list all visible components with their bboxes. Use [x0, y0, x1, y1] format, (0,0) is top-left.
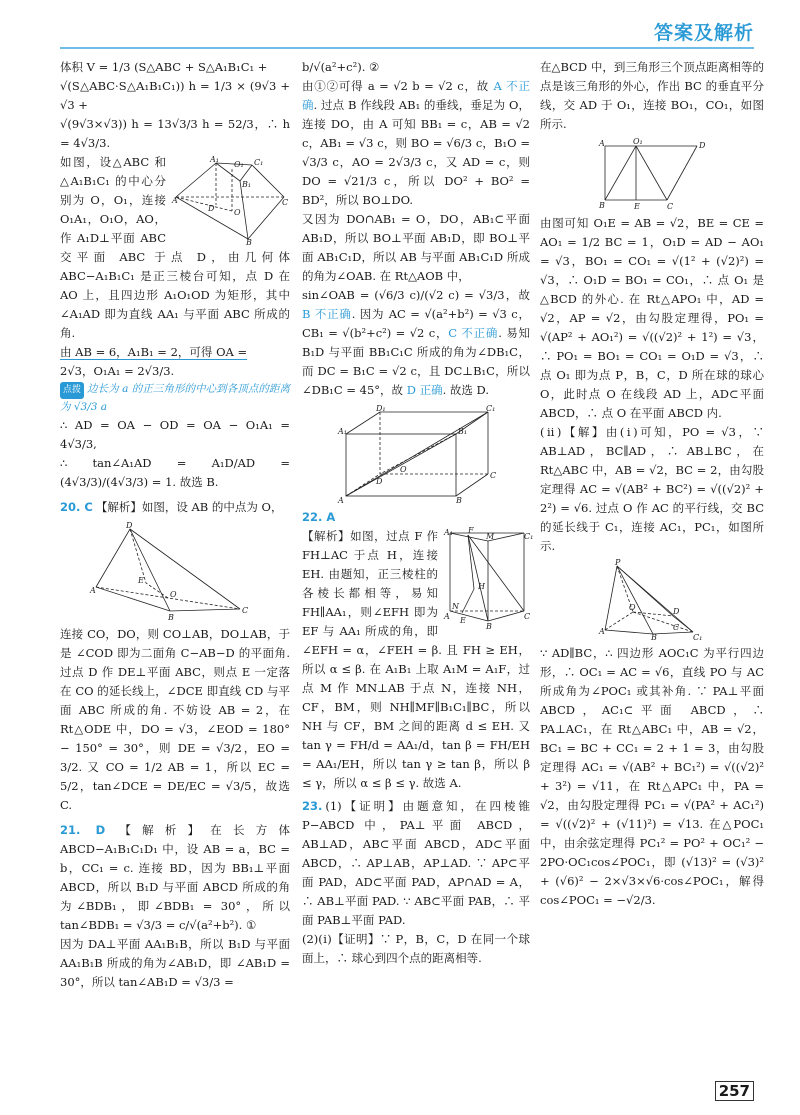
- c3-cosine: ∵ AD∥BC，∴ 四边形 AOC₁C 为平行四边形，∴ OC₁ = AC = √6，直线 PO 与 AC 所成角为∠POC₁ 或其补角. ∵ PA⊥平面 ABCD，AC₁⊂平面 ABCD，∴ PA⊥AC₁，在 Rt△ABC₁ 中，AB = √2，BC₁ = BC + CC₁ = 2 + 1 = 3，由勾股定理得 AC₁ = √(AB² + BC₁²) = √((√2)² + 3²) = √11，在 Rt△APC₁ 中，PA = √2，由勾股定理得 PC₁ = √(PA² + AC₁²) = √((√2)² + (√11)²) = √13. 在△POC₁ 中，由余弦定理得 PC₁² = PO² + OC₁² − 2PO·OC₁cos∠POC₁，即 (√13)² = (√3)² + (√6)² − 2×√3×√6·cos∠POC₁，解得 cos∠POC₁ = −√2/3.: [540, 646, 764, 907]
- svg-text:C: C: [242, 606, 249, 615]
- svg-text:C: C: [667, 202, 674, 211]
- svg-text:A: A: [90, 586, 96, 595]
- svg-text:E: E: [138, 576, 144, 585]
- c1-volume-line2: √(S△ABC·S△A₁B₁C₁)) h = 1/3 × (9√3 + √3 +: [60, 79, 290, 112]
- c3-part2ii: (ⅱ)【解】由(ⅰ)可知，PO = √3，∵ AB⊥AD，BC∥AD，∴ AB⊥BC，在 Rt△ABC 中，AB = √2，BC = 2，由勾股定理得 AC = √(AB² + BC²) = √((√2)² + 2²) = √6. 过点 O 作 AC 的平行线，交 BC 的延长线于 C₁，连接 AC₁，PC₁，如图所示.: [540, 425, 764, 553]
- c2-p3c: . 因为 AC = √(a²+b²) = √3 c，CB₁ = √(b²+c²) = √2 c，: [302, 307, 530, 340]
- c2-p3e: . 易知 B₁D 与平面 BB₁C₁C 所成的角为∠DB₁C，而 DC = B₁C = √2 c，且 DC⊥B₁C，所以∠DB₁C = 45°，故: [302, 326, 530, 397]
- c3-proof: 由图可知 O₁E = AB = √2，BE = CE = AO₁ = 1/2 BC = 1，O₁D = AD − AO₁ = √3，BO₁ = CO₁ = √(1² + (√2)²) = √3，∴ O₁D = BO₁ = CO₁，∴ 点 O₁ 是△BCD 的外心. 在 Rt△APO₁ 中，AD = √2，AP = √2，由勾股定理得，PO₁ = √(AP² + AO₁²) = √((√2)² + 1²) = √3，∴ PO₁ = BO₁ = CO₁ = O₁D = √3，∴ 点 O₁ 即为点 P，B，C，D 所在球的球心 O，此时点 O 在线段 AD 上，AD⊂平面 ABCD，∴ 点 O 在平面 ABCD 内.: [540, 216, 764, 420]
- c2-p1a: 由①②可得 a = √2 b = √2 c，故: [302, 79, 494, 93]
- svg-text:O: O: [170, 590, 177, 599]
- svg-text:A: A: [444, 612, 450, 621]
- c2-para1: [302, 77, 530, 210]
- page-number: 257: [715, 1081, 754, 1101]
- svg-text:H: H: [478, 582, 485, 591]
- svg-text:A: A: [599, 627, 605, 636]
- svg-text:A₁: A₁: [210, 155, 219, 164]
- c1-ad-calc: ∴ AD = OA − OD = OA − O₁A₁ = 4√3/3,: [60, 418, 290, 451]
- svg-text:C: C: [524, 612, 531, 621]
- c2-para3: [302, 286, 530, 400]
- q20-body: 连接 CO，DO，则 CO⊥AB，DO⊥AB，于是 ∠COD 即为二面角 C−AB−D 的平面角. 过点 D 作 DE⊥平面 ABC，则点 E 一定落在 CO 的延长线上，∠DCE 即直线 CD 与平面 ABC 所成的角. 不妨设 AB = 2，在 Rt△ODE 中，DO = √3，∠EOD = 180° − 150° = 30°，则 DE = √3/2，EO = 3/2. 又 CO = 1/2 AB = 1，所以 EC = 5/2，tan∠DCE = DE/EC = √3/5，故选 C.: [60, 627, 290, 812]
- q20-intro: 【解析】如图，设 AB 的中点为 O，: [95, 500, 283, 514]
- c2-para2: 又因为 DO∩AB₁ = O，DO，AB₁⊂平面 AB₁D，所以 BO⊥平面 AB₁D，即 BO⊥平面 AB₁C₁D，所以 AB 与平面 AB₁C₁D 所成的角为∠OAB. 在 Rt△AOB 中，: [302, 212, 530, 283]
- c1-figure-desc: 如图，设△ABC 和△A₁B₁C₁ 的中心分别为 O，O₁，连接 O₁A₁，O₁O，AO，作 A₁D⊥平面 ABC 交平面 ABC 于点 D，由几何体 ABC−A₁B₁C₁ 是正三棱台可知，点 D 在 AO 上，且四边形 A₁O₁OD 为矩形，其中 ∠A₁AD 即为直线 AA₁ 与平面 ABC 所成的角.: [60, 155, 290, 340]
- page-header-title: 答案及解析: [653, 22, 754, 44]
- svg-text:F: F: [468, 526, 474, 535]
- svg-text:C₁: C₁: [524, 532, 534, 541]
- svg-text:C₁: C₁: [254, 158, 264, 167]
- svg-text:A₁: A₁: [338, 427, 347, 436]
- q21-body-a: 【解析】在长方体 ABCD−A₁B₁C₁D₁ 中，设 AB = a，BC = b，CC₁ = c. 连接 BD，因为 BB₁⊥平面 ABCD，所以 B₁D 与平面 ABCD 所成的角为∠BDB₁，即∠BDB₁ = 30°，所以 tan∠BDB₁ = √3/3 = c/√(a²+b²). ①: [60, 823, 291, 932]
- svg-text:A: A: [599, 139, 605, 148]
- svg-text:B: B: [246, 238, 252, 247]
- q21-number: 21. D: [60, 823, 106, 837]
- c3-circumcenter-intro: 在△BCD 中，到三角形三个顶点距离相等的点是该三角形的外心，作出 BC 的垂直平分线，交 AD 于 O₁，连接 BO₁，CO₁，如图所示.: [540, 60, 764, 131]
- svg-text:A: A: [338, 496, 344, 505]
- frustum-figure: [172, 153, 290, 245]
- q22-number: 22. A: [302, 510, 336, 524]
- svg-text:O: O: [234, 208, 241, 217]
- svg-text:O₁: O₁: [633, 137, 643, 146]
- pyramid-figure: [597, 560, 707, 640]
- svg-text:A: A: [172, 196, 178, 205]
- svg-text:B₁: B₁: [458, 427, 468, 436]
- svg-text:D: D: [376, 477, 383, 486]
- q22-prism-figure: [444, 526, 534, 631]
- svg-text:O₁: O₁: [234, 160, 244, 169]
- c1-ab-given: 由 AB = 6，A₁B₁ = 2，可得 OA =: [60, 345, 248, 359]
- svg-text:D: D: [699, 141, 706, 150]
- c2-p3a: sin∠OAB = (√6/3 c)/(√2 c) = √3/3，故: [302, 288, 530, 302]
- svg-text:B: B: [599, 201, 605, 210]
- c1-tip-badge: 点拨: [60, 382, 84, 399]
- svg-text:B: B: [651, 633, 657, 642]
- svg-text:C: C: [490, 471, 497, 480]
- svg-text:E: E: [634, 202, 640, 211]
- c1-tan-result: ∴ tan∠A₁AD = A₁D/AD = (4√3/3)/(4√3/3) = 1. 故选 B.: [60, 456, 290, 489]
- c2-option-d-right: D 正确: [406, 383, 443, 397]
- c2-option-b-wrong: B 不正确: [302, 307, 352, 321]
- column-3: [540, 58, 764, 1088]
- q22-body: 【解析】如图，过点 F 作 FH⊥AC 于点 H，连接 EH. 由题知，正三棱柱的各棱长都相等，易知 FH∥AA₁，则∠EFH 即为 EF 与 AA₁ 所成的角，即 ∠EFH = α，∠FEH = β. 且 FH ≥ EH，所以 α ≤ β. 在 A₁B₁ 上取 A₁M = A₁F，过点 M 作 MN⊥AB 于点 N，连接 NH，CF，BM，则 NH∥MF∥B₁C₁∥BC，所以 NH 与 CF，BM 之间的距离 d ≤ EH. 又 tan γ = FH/d = AA₁/d，tan β = FH/EH = AA₁/EH，所以 tan γ ≥ tan β，所以 β ≤ γ，所以 α ≤ β ≤ γ. 故选 A.: [302, 529, 530, 790]
- svg-text:C: C: [282, 198, 289, 207]
- c2-p1c: . 过点 B 作线段 AB₁ 的垂线，垂足为 O，连接 DO，由 A 可知 BB₁ = c，AB = √2 c，AB₁ = √3 c，则 BO = √6/3 c，B₁O = √3/3 c，AO = 2√3/3 c，又 AD = c，则 DO = √21/3 c，所以 DO² + BO² = BD²，所以 BO⊥DO.: [302, 98, 530, 207]
- c2-option-c-wrong: C 不正确: [448, 326, 499, 340]
- svg-text:B: B: [486, 622, 492, 631]
- c1-tip-text: 边长为 a 的正三角形的中心到各顶点的距离为 √3/3 a: [60, 383, 290, 413]
- svg-text:O: O: [400, 465, 407, 474]
- svg-text:C₁: C₁: [693, 633, 703, 642]
- q23-part2i: (2)(ⅰ)【证明】∵ P，B，C，D 在同一个球面上，∴ 球心到四个点的距离相等.: [302, 932, 530, 965]
- svg-text:A₁: A₁: [444, 528, 453, 537]
- trapezoid-figure: [597, 138, 707, 210]
- svg-text:B: B: [456, 496, 462, 505]
- q21-body-b: 因为 DA⊥平面 AA₁B₁B，所以 B₁D 与平面 AA₁B₁B 所成的角为∠AB₁D，即 ∠AB₁D = 30°，所以 tan∠AB₁D = √3/3 =: [60, 937, 290, 989]
- svg-text:N: N: [452, 602, 459, 611]
- svg-text:C: C: [673, 623, 680, 632]
- svg-text:O: O: [629, 603, 636, 612]
- svg-text:E: E: [460, 616, 466, 625]
- q23-part1: (1)【证明】由题意知，在四棱锥 P−ABCD 中，PA⊥平面 ABCD，AB⊥AD，AB⊂平面 ABCD，AD⊂平面 ABCD，∴ AP⊥AB，AP⊥AD. ∵ AP⊂平面 PAD，AD⊂平面 PAD，AP∩AD = A，∴ AB⊥平面 PAD. ∵ AB⊂平面 PAB，∴ 平面 PAB⊥平面 PAD.: [302, 799, 530, 927]
- q20-tetra-figure: [90, 521, 260, 621]
- svg-text:C₁: C₁: [486, 404, 496, 413]
- c1-oa-value: 2√3，O₁A₁ = 2√3/3.: [60, 364, 175, 378]
- svg-text:D: D: [673, 607, 680, 616]
- svg-text:B: B: [168, 613, 174, 622]
- c2-p3g: . 故选 D.: [442, 383, 490, 397]
- svg-text:D: D: [208, 204, 215, 213]
- q20-number: 20. C: [60, 500, 93, 514]
- svg-text:P: P: [615, 558, 621, 567]
- c1-volume-line3: √(9√3×√3)) h = 13√3/3 h = 52/3，∴ h = 4√3/3.: [60, 117, 290, 150]
- q23-number: 23.: [302, 799, 323, 813]
- c2-eq2: b/√(a²+c²). ②: [302, 60, 380, 74]
- svg-text:D: D: [126, 521, 133, 530]
- c2-option-a-wrong: A 不正确: [302, 79, 530, 112]
- header-rule: [60, 47, 754, 49]
- c1-tip-note: [60, 381, 290, 416]
- svg-text:M: M: [486, 532, 495, 541]
- cuboid-figure: [336, 404, 496, 504]
- column-2: [302, 58, 534, 1088]
- svg-text:D₁: D₁: [376, 404, 386, 413]
- c1-volume-line1: 体积 V = 1/3 (S△ABC + S△A₁B₁C₁ +: [60, 60, 268, 74]
- column-1: [60, 58, 290, 1088]
- svg-text:B₁: B₁: [242, 180, 252, 189]
